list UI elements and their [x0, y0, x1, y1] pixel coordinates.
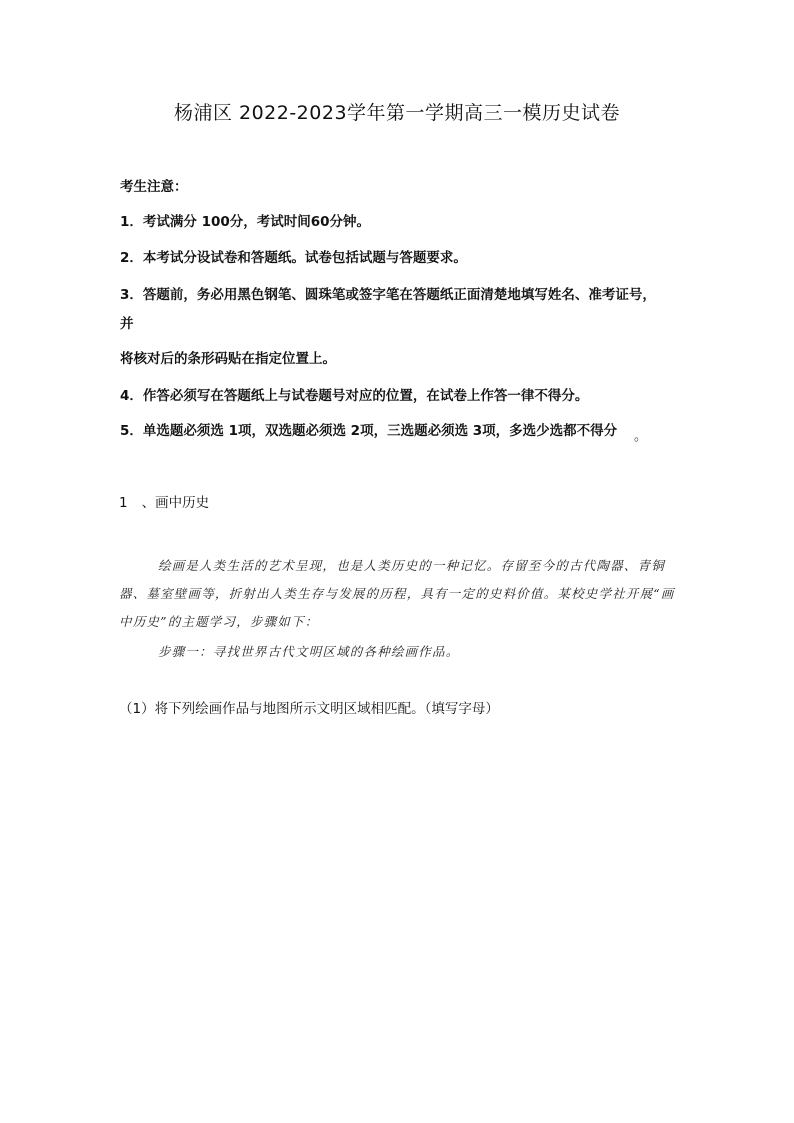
paragraph-line-2: 器、墓室壁画等，折射出人类生存与发展的历程，具有一定的史料价值。某校史学社开展“画 — [119, 586, 675, 601]
notice-item-3: 3．答题前，务必用黑色钢笔、圆珠笔或签字笔在答题纸正面清楚地填写姓名、准考证号， — [120, 287, 656, 303]
notice-heading: 考生注意： — [120, 179, 188, 195]
notice-item-1: 1．考试满分 100分，考试时间60分钟。 — [120, 214, 371, 230]
question-1: （1）将下列绘画作品与地图所示文明区域相匹配。（填写字母） — [119, 701, 499, 717]
notice-item-4: 4．作答必须写在答题纸上与试卷题号对应的位置，在试卷上作答一律不得分。 — [120, 388, 589, 404]
notice-item-5: 5．单选题必须选 1项，双选题必须选 2项，三选题必须选 3项，多选少选都不得分 — [120, 423, 618, 439]
step-one: 步骤一：寻找世界古代文明区域的各种绘画作品。 — [158, 644, 460, 659]
notice-item-3-continued: 将核对后的条形码贴在指定位置上。 — [120, 351, 336, 367]
paragraph-line-3: 中历史”的主题学习，步骤如下： — [119, 614, 319, 629]
notice-item-3-wrap: 并 — [120, 316, 134, 332]
paragraph-line-1: 绘画是人类生活的艺术呈现，也是人类历史的一种记忆。存留至今的古代陶器、青铜 — [158, 558, 665, 573]
page-title: 杨浦区 2022-2023学年第一学期高三一模历史试卷 — [173, 102, 621, 124]
section-heading — [119, 491, 209, 511]
notice-item-2: 2．本考试分设试卷和答题纸。试卷包括试题与答题要求。 — [120, 250, 467, 266]
section-title: 、画中历史 — [141, 495, 210, 511]
section-number: 1 — [119, 495, 128, 511]
notice-trailing-mark: 。 — [634, 429, 648, 444]
